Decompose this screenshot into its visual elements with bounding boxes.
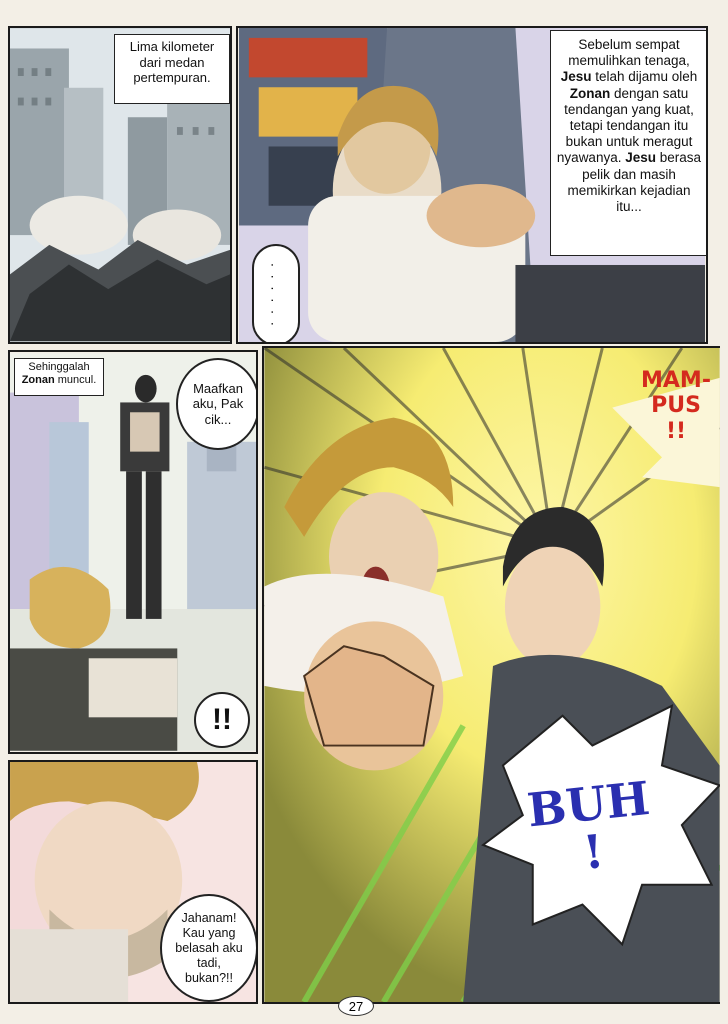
speech-bubble-accusation: Jahanam! Kau yang belasah aku tadi, bukan?!! [160, 894, 258, 1002]
punch-art [264, 348, 720, 1002]
exclaim-bubble: !! [194, 692, 250, 748]
panel-jesu-angry [8, 760, 258, 1004]
panel-ruined-city [8, 26, 232, 344]
name-zonan: Zonan [569, 85, 611, 101]
thought-dots-bubble: . . . . . . [252, 244, 300, 344]
caption-location [114, 34, 230, 104]
name-jesu: Jesu [625, 150, 657, 166]
page-number: 27 [338, 996, 374, 1016]
name-jesu: Jesu [560, 69, 592, 85]
name-zonan: Zonan [21, 374, 55, 387]
panel-jesu-sitting [236, 26, 708, 344]
caption-narration: Sebelum sempat memulihkan tenaga, Jesu telah dijamu oleh Zonan dengan satu tendangan yang kuat, tetapi tendangan itu bukan untuk meragut nyawanya. Jesu berasa pelik dan masih memikirkan kejadian itu... [550, 30, 708, 256]
sfx-mampus: MAM- PUS !! [641, 368, 711, 444]
panel-punch [262, 346, 720, 1004]
caption-location-text: Lima kilometer dari medan pertempuran. [129, 39, 215, 86]
caption-zonan-appears: Sehinggalah Zonan muncul. [14, 358, 104, 396]
panel-zonan-arrives [8, 350, 258, 754]
sfx-buh: BUH ! [524, 770, 653, 881]
speech-bubble-apology: Maafkan aku, Pak cik... [176, 358, 258, 450]
